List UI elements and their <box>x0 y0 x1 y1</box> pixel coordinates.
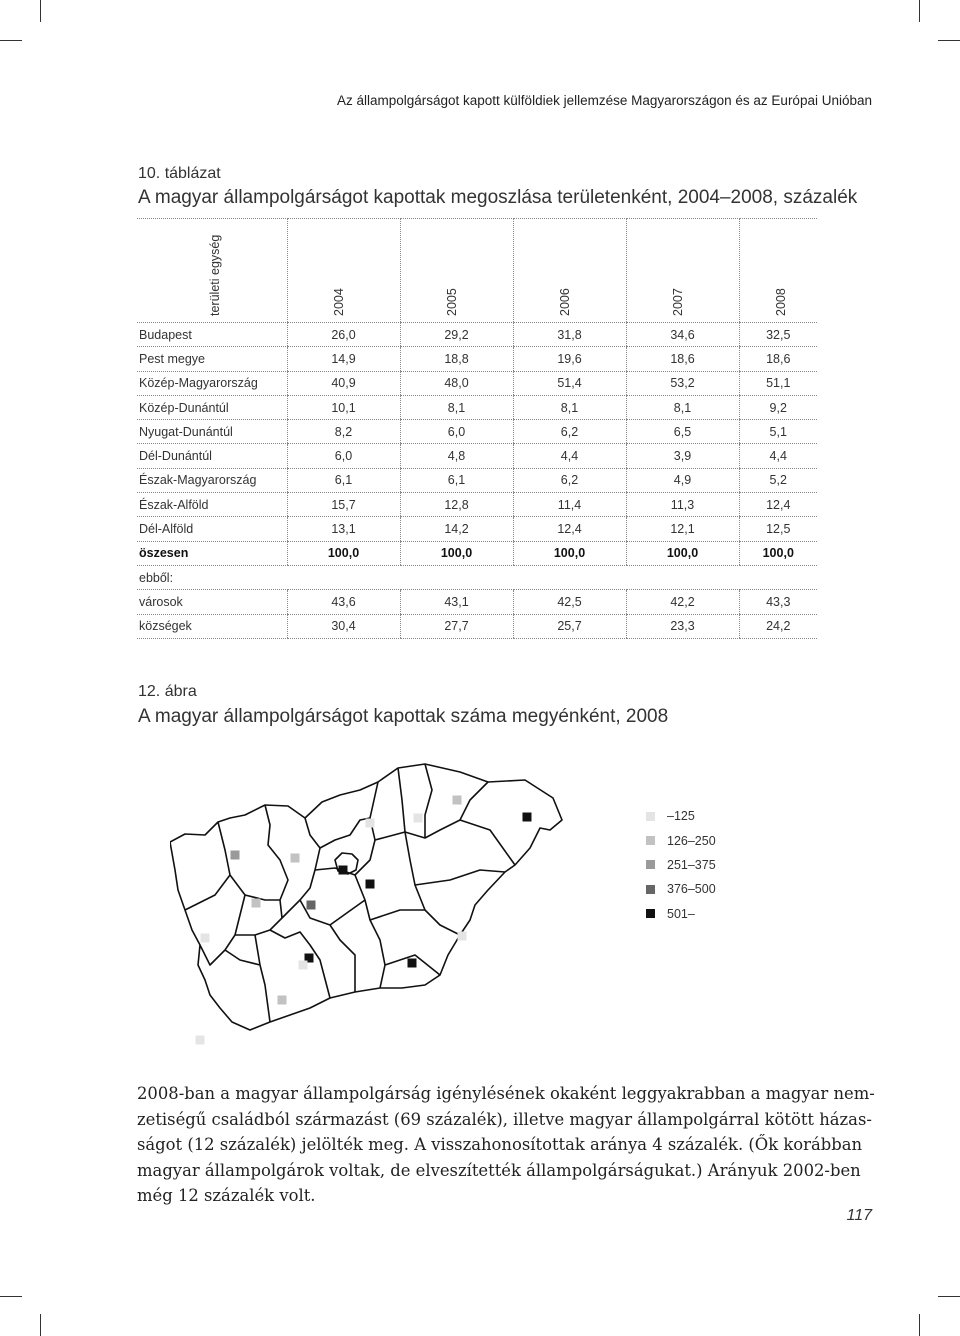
table-cell: 6,0 <box>287 444 400 468</box>
year-label: 2006 <box>557 288 572 316</box>
year-label: 2007 <box>670 288 685 316</box>
county-marker <box>291 854 300 863</box>
crop-mark <box>919 0 920 22</box>
legend-item <box>646 902 716 926</box>
table-cell: 100,0 <box>287 541 400 565</box>
legend-swatch <box>646 812 655 821</box>
body-line: még 12 százalék volt. <box>137 1186 316 1206</box>
body-paragraph <box>137 1081 875 1209</box>
county-border <box>370 910 425 920</box>
table-cell: 100,0 <box>400 541 513 565</box>
col-header-unit <box>137 219 287 323</box>
county-marker <box>278 996 287 1005</box>
table-cell: 9,2 <box>739 395 817 419</box>
legend-swatch <box>646 885 655 894</box>
table-cell: 5,2 <box>739 468 817 492</box>
table-cell: 12,4 <box>739 493 817 517</box>
table-cell: 12,1 <box>626 517 739 541</box>
crop-mark <box>0 1296 22 1297</box>
table-cell: 29,2 <box>400 323 513 347</box>
county-border <box>245 895 280 900</box>
county-borders <box>170 764 562 1030</box>
table-cell: 13,1 <box>287 517 400 541</box>
row-label: Dél-Dunántúl <box>137 444 287 468</box>
table-cell: 6,2 <box>513 468 626 492</box>
county-marker <box>201 934 210 943</box>
table-cell: 12,5 <box>739 517 817 541</box>
table-header-row <box>137 219 817 323</box>
table-row <box>137 347 817 371</box>
body-line: 2008-ban a magyar állampolgárság igénylésének okaként leggyakrabban a magyar nem- <box>137 1084 875 1103</box>
table-cell: 18,8 <box>400 347 513 371</box>
county-marker <box>366 880 375 889</box>
data-table <box>137 218 817 639</box>
legend-label: –125 <box>667 809 695 824</box>
year-label: 2005 <box>444 288 459 316</box>
table-row <box>137 590 817 614</box>
county-border <box>185 875 230 910</box>
table-cell: 18,6 <box>626 347 739 371</box>
table-cell: 11,4 <box>513 493 626 517</box>
table-row <box>137 468 817 492</box>
table-cell: 100,0 <box>626 541 739 565</box>
row-label: Észak-Magyarország <box>137 468 287 492</box>
table-row <box>137 541 817 565</box>
country-outline <box>170 764 562 1030</box>
county-border <box>235 805 288 935</box>
year-label: 2008 <box>773 288 788 316</box>
table-cell: 53,2 <box>626 371 739 395</box>
county-marker <box>231 851 240 860</box>
county-border <box>398 768 405 832</box>
legend-item <box>646 828 716 852</box>
table-row <box>137 420 817 444</box>
table-row <box>137 517 817 541</box>
map-svg <box>170 760 570 1060</box>
table-label: 10. táblázat <box>138 165 221 182</box>
county-marker <box>523 813 532 822</box>
legend-item <box>646 853 716 877</box>
county-border <box>425 764 432 838</box>
county-border <box>255 935 260 965</box>
table-row <box>137 323 817 347</box>
col-header-year <box>400 219 513 323</box>
table-cell: 27,7 <box>400 614 513 638</box>
county-border <box>355 875 385 988</box>
table-cell: 19,6 <box>513 347 626 371</box>
row-label: városok <box>137 590 287 614</box>
table-cell: 40,9 <box>287 371 400 395</box>
table-cell: 24,2 <box>739 614 817 638</box>
table-cell: 25,7 <box>513 614 626 638</box>
table-title: A magyar állampolgárságot kapottak megoszlása területenként, 2004–2008, százalék <box>138 187 858 208</box>
legend-swatch <box>646 836 655 845</box>
row-label: Közép-Dunántúl <box>137 395 287 419</box>
county-border <box>315 782 378 875</box>
table-cell: 8,1 <box>400 395 513 419</box>
table-cell: 4,4 <box>513 444 626 468</box>
table-cell: 12,8 <box>400 493 513 517</box>
table-cell: 51,1 <box>739 371 817 395</box>
table-cell: 100,0 <box>513 541 626 565</box>
legend-label: 126–250 <box>667 833 716 848</box>
table-row <box>137 614 817 638</box>
row-label: Dél-Alföld <box>137 517 287 541</box>
table-cell: 8,2 <box>287 420 400 444</box>
table-cell: 11,3 <box>626 493 739 517</box>
col-header-year <box>739 219 817 323</box>
table-cell: 4,8 <box>400 444 513 468</box>
row-label: Nyugat-Dunántúl <box>137 420 287 444</box>
table-row <box>137 444 817 468</box>
crop-mark <box>919 1314 920 1336</box>
county-markers <box>196 796 532 1045</box>
county-marker <box>453 796 462 805</box>
legend-swatch <box>646 909 655 918</box>
county-marker <box>458 932 467 941</box>
table-cell: 23,3 <box>626 614 739 638</box>
table-cell: 14,9 <box>287 347 400 371</box>
legend-label: 376–500 <box>667 882 716 897</box>
crop-mark <box>40 0 41 22</box>
legend-item <box>646 804 716 828</box>
table-cell: 14,2 <box>400 517 513 541</box>
county-border <box>415 870 505 885</box>
county-border <box>320 818 370 848</box>
table-row <box>137 371 817 395</box>
crop-mark <box>938 40 960 41</box>
table-cell: 31,8 <box>513 323 626 347</box>
table-cell: 43,3 <box>739 590 817 614</box>
body-line: zetiségű családból származást (69 százalék), illetve magyar állampolgárral kötött házas- <box>137 1109 872 1129</box>
table-cell: 51,4 <box>513 371 626 395</box>
table-cell: 26,0 <box>287 323 400 347</box>
table-cell: 42,2 <box>626 590 739 614</box>
year-label: 2004 <box>331 288 346 316</box>
row-label: Pest megye <box>137 347 287 371</box>
county-border <box>460 820 515 865</box>
page-number: 117 <box>846 1207 872 1224</box>
table-cell: 30,4 <box>287 614 400 638</box>
table-cell: 34,6 <box>626 323 739 347</box>
table-cell: 100,0 <box>739 541 817 565</box>
table-row <box>137 493 817 517</box>
legend-item <box>646 877 716 901</box>
county-map <box>170 760 570 1060</box>
county-marker <box>339 866 348 875</box>
table-cell: 6,2 <box>513 420 626 444</box>
table-cell: 6,1 <box>400 468 513 492</box>
table-cell: 12,4 <box>513 517 626 541</box>
table-cell: 8,1 <box>626 395 739 419</box>
table-cell: 5,1 <box>739 420 817 444</box>
table-cell: 10,1 <box>287 395 400 419</box>
legend-label: 501– <box>667 906 695 921</box>
crop-mark <box>938 1296 960 1297</box>
table-cell: 43,1 <box>400 590 513 614</box>
county-marker <box>252 899 261 908</box>
legend-swatch <box>646 860 655 869</box>
county-marker <box>414 814 423 823</box>
col-header-year <box>513 219 626 323</box>
county-marker <box>366 819 375 828</box>
running-header: Az állampolgárságot kapott külföldiek jellemzése Magyarországon és az Európai Unióban <box>336 93 872 108</box>
table-cell: 6,0 <box>400 420 513 444</box>
table-cell: 6,1 <box>287 468 400 492</box>
body-line: ságot (12 százalék) jelölték meg. A visszahonosítottak aránya 4 százalék. (Ők korábban <box>137 1135 863 1155</box>
table-cell: 8,1 <box>513 395 626 419</box>
row-label: Észak-Alföld <box>137 493 287 517</box>
row-label: öszesen <box>137 541 287 565</box>
row-label: Budapest <box>137 323 287 347</box>
county-marker <box>307 901 316 910</box>
table-cell: 6,5 <box>626 420 739 444</box>
table-cell: 4,9 <box>626 468 739 492</box>
table-cell: 15,7 <box>287 493 400 517</box>
county-border <box>405 832 460 935</box>
table-cell: 18,6 <box>739 347 817 371</box>
table-cell: 3,9 <box>626 444 739 468</box>
table-cell: 32,5 <box>739 323 817 347</box>
table-cell: 48,0 <box>400 371 513 395</box>
figure-title: A magyar állampolgárságot kapottak száma megyénként, 2008 <box>138 706 669 727</box>
table-cell: 43,6 <box>287 590 400 614</box>
body-line: magyar állampolgárok voltak, de elveszítették állampolgárságukat.) Arányuk 2002-ben <box>137 1160 861 1180</box>
row-label: községek <box>137 614 287 638</box>
row-label: Közép-Magyarország <box>137 371 287 395</box>
county-marker <box>408 959 417 968</box>
map-legend <box>646 804 716 926</box>
table-row <box>137 395 817 419</box>
col-header-unit-text: területi egység <box>208 234 222 316</box>
county-border <box>225 950 270 1022</box>
county-marker <box>299 961 308 970</box>
table-cell: 4,4 <box>739 444 817 468</box>
subheading: ebből: <box>137 565 817 589</box>
crop-mark <box>0 40 22 41</box>
table-cell: 42,5 <box>513 590 626 614</box>
col-header-year <box>626 219 739 323</box>
table-subheading-row <box>137 565 817 589</box>
figure-label: 12. ábra <box>138 683 197 700</box>
county-border <box>330 900 365 925</box>
county-border <box>200 822 245 965</box>
legend-label: 251–375 <box>667 857 716 872</box>
col-header-year <box>287 219 400 323</box>
county-marker <box>196 1036 205 1045</box>
crop-mark <box>40 1314 41 1336</box>
